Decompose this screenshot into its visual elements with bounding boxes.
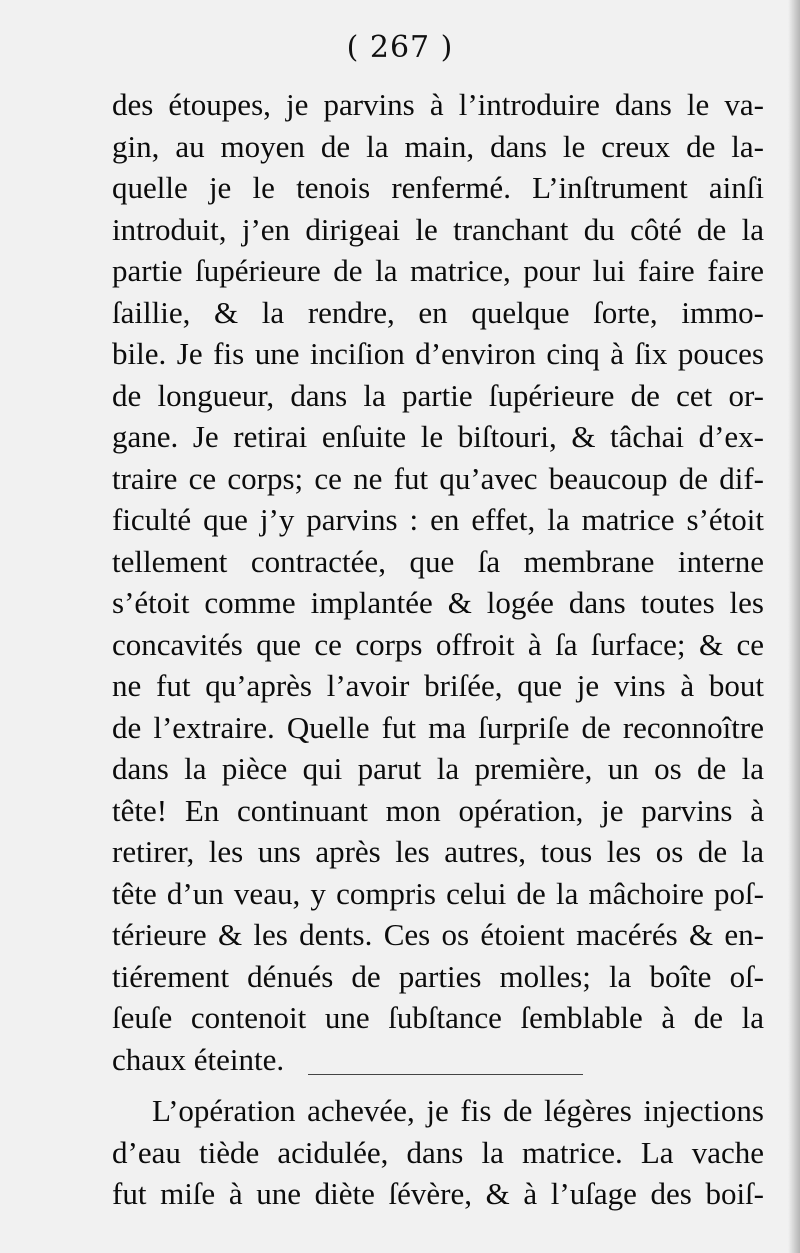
text-line: chaux éteinte. bbox=[112, 1041, 285, 1077]
text-line: partie ſupérieure de la matrice, pour lui faire faire bbox=[112, 253, 764, 288]
text-line: de l’extraire. Quelle fut ma ſurpriſe de reconnoître bbox=[112, 709, 764, 745]
text-line: ne fut qu’après l’avoir briſée, que je vins à bout bbox=[112, 668, 764, 703]
text-line: tête! En continuant mon opération, je parvins à bbox=[112, 792, 764, 828]
text-line: ſaillie, & la rendre, en quelque ſorte, immo- bbox=[112, 294, 764, 330]
text-line: tiérement dénués de parties molles; la boîte oſ- bbox=[112, 958, 764, 994]
text-line: gin, au moyen de la main, dans le creux de la- bbox=[112, 128, 764, 164]
text-line: retirer, les uns après les autres, tous les os de la bbox=[112, 834, 764, 869]
section-rule bbox=[308, 1074, 583, 1075]
text-line: d’eau tiède acidulée, dans la matrice. La vache bbox=[112, 1134, 764, 1170]
text-line: tête d’un veau, y compris celui de la mâchoire poſ- bbox=[112, 875, 764, 911]
text-line: quelle je le tenois renfermé. L’inſtrument ainſi bbox=[112, 170, 764, 205]
text-line: des étoupes, je parvins à l’introduire dans le va- bbox=[112, 87, 764, 122]
paragraph-1 bbox=[112, 84, 764, 1080]
text-line: tellement contractée, que ſa membrane interne bbox=[112, 543, 764, 579]
text-line: ficulté que j’y parvins : en effet, la matrice s’étoit bbox=[112, 502, 764, 537]
paragraph-2 bbox=[112, 1090, 764, 1215]
text-line: concavités que ce corps offroit à ſa ſurface; & ce bbox=[112, 626, 764, 662]
text-line: bile. Je fis une inciſion d’environ cinq à ſix pouces bbox=[112, 336, 764, 371]
text-line: fut miſe à une diète ſévère, & à l’uſage des boiſ- bbox=[112, 1176, 764, 1211]
text-line: traire ce corps; ce ne fut qu’avec beaucoup de dif- bbox=[112, 460, 764, 496]
page-number: ( 267 ) bbox=[346, 30, 454, 65]
text-line: s’étoit comme implantée & logée dans toutes les bbox=[112, 585, 764, 620]
text-line: de longueur, dans la partie ſupérieure de cet or- bbox=[112, 377, 764, 413]
text-line: térieure & les dents. Ces os étoient macérés & en- bbox=[112, 917, 764, 952]
text-line: introduit, j’en dirigeai le tranchant du côté de la bbox=[112, 211, 764, 247]
text-line: L’opération achevée, je fis de légères injections bbox=[152, 1093, 764, 1128]
text-line: dans la pièce qui parut la première, un os de la bbox=[112, 751, 764, 786]
page-edge-shadow bbox=[788, 0, 800, 1253]
text-line: gane. Je retirai enſuite le biſtouri, & tâchai d’ex- bbox=[112, 419, 764, 454]
text-line: ſeuſe contenoit une ſubſtance ſemblable à de la bbox=[112, 1000, 764, 1035]
